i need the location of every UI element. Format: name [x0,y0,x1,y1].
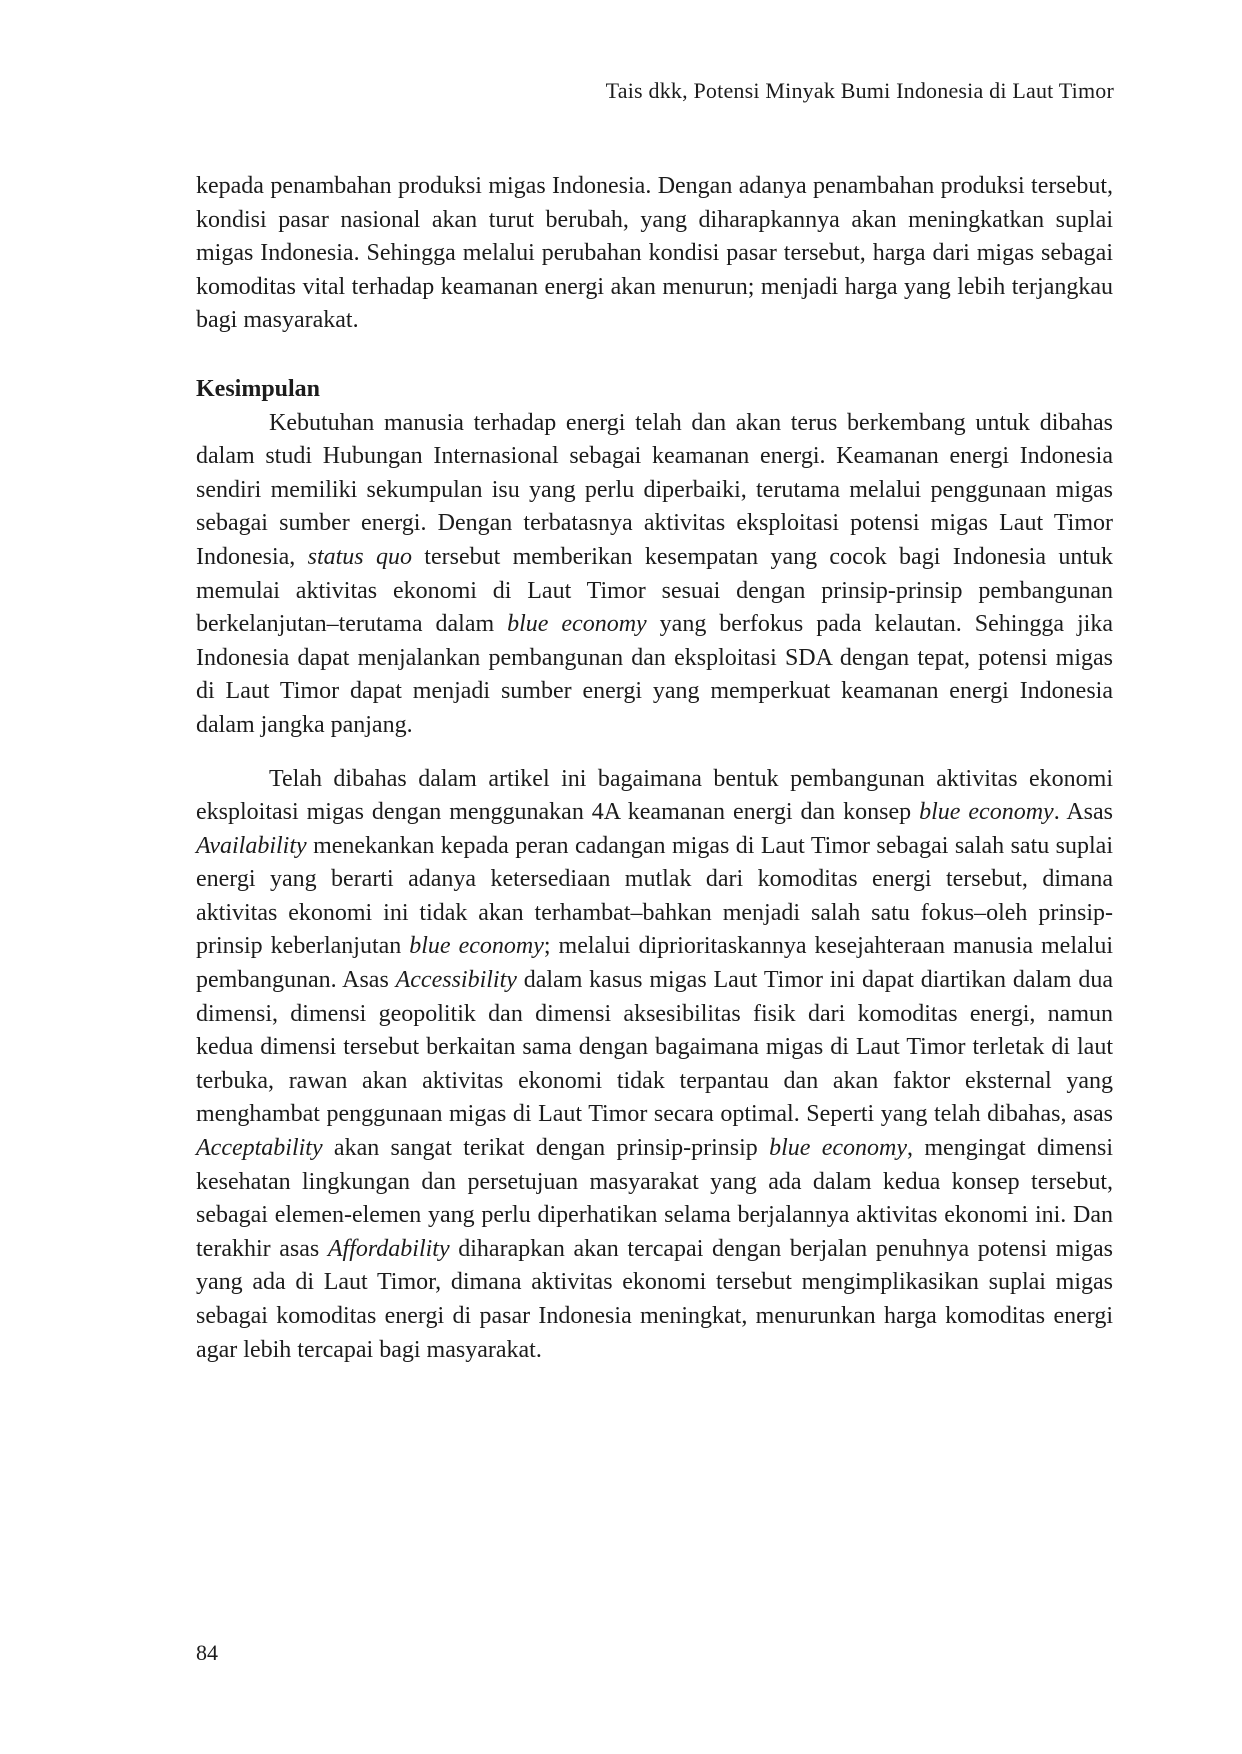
italic-term: Accessibility [395,967,517,994]
main-text [196,170,1113,1367]
paragraph-1: kepada penambahan produksi migas Indonesia. Dengan adanya penambahan produksi tersebut, kondisi pasar nasional akan turut berubah, yang diharapkannya akan meningkatkan suplai migas Indonesia. Sehingga melalui perubahan kondisi pasar tersebut, harga dari migas sebagai komoditas vital terhadap keamanan energi akan menurun; menjadi harga yang lebih terjangkau bagi masyarakat. [196,173,1113,334]
paragraph-2 [196,407,1113,743]
text-run: Kebutuhan manusia terhadap energi telah dan akan terus berkembang untuk dibahas dalam studi Hubungan Internasional sebagai keamanan energi. Keamanan energi Indonesia sendiri memiliki sekumpulan isu yang perlu diperbaiki, terutama melalui penggunaan migas sebagai sumber energi. Dengan terbatasnya aktivitas eksploitasi potensi migas Laut Timor Indonesia, [196,409,1113,570]
italic-term: blue economy [769,1135,908,1162]
italic-term: blue economy [919,799,1054,826]
page-number: 84 [196,1640,218,1665]
text-run: Telah dibahas dalam artikel ini bagaimana bentuk pembangunan aktivitas ekonomi eksploitasi migas dengan menggunakan 4A keamanan energi dan konsep [196,765,1113,826]
section-heading-kesimpulan: Kesimpulan [196,375,321,402]
paragraph-3 [196,763,1113,1368]
text-run: ; melalui diprioritaskannya kesejahteraan manusia melalui pembangunan. Asas [196,933,1113,994]
running-header: Tais dkk, Potensi Minyak Bumi Indonesia di Laut Timor [605,78,1114,103]
italic-term: Acceptability [196,1135,323,1162]
text-run: menekankan kepada peran cadangan migas di Laut Timor sebagai salah satu suplai energi yang berarti adanya ketersediaan mutlak dari komoditas energi tersebut, dimana aktivitas ekonomi ini tidak akan terhambat–bahkan menjadi salah satu fokus–oleh prinsip-prinsip keberlanjutan [196,832,1113,960]
text-run: yang berfokus pada kelautan. Sehingga jika Indonesia dapat menjalankan pembangunan dan eksploitasi SDA dengan tepat, potensi migas di Laut Timor dapat menjadi sumber energi yang memperkuat keamanan energi Indonesia dalam jangka panjang. [196,611,1113,738]
italic-term: status quo [307,543,412,570]
text-run: dalam kasus migas Laut Timor ini dapat diartikan dalam dua dimensi, dimensi geopolitik dan dimensi aksesibilitas fisik dari komoditas energi, namun kedua dimensi tersebut berkaitan sama dengan bagaimana migas di Laut Timor terletak di laut terbuka, rawan akan aktivitas ekonomi tidak terpantau dan akan faktor eksternal yang menghambat penggunaan migas di Laut Timor secara optimal. Seperti yang telah dibahas, asas [196,967,1113,1128]
italic-term: blue economy [409,933,544,960]
italic-term: blue economy [507,611,647,638]
italic-term: Availability [196,832,307,859]
italic-term: Affordability [327,1235,450,1262]
text-run: , mengingat dimensi kesehatan lingkungan dan persetujuan masyarakat yang ada dalam kedua konsep tersebut, sebagai elemen-elemen yang perlu diperhatikan selama berjalannya aktivitas ekonomi ini. Dan terakhir asas [196,1135,1113,1262]
text-run: akan sangat terikat dengan prinsip-prinsip [322,1135,770,1162]
text-run: diharapkan akan tercapai dengan berjalan penuhnya potensi migas yang ada di Laut Timor, dimana aktivitas ekonomi tersebut mengimplikasikan suplai migas sebagai komoditas energi di pasar Indonesia meningkat, menurunkan harga komoditas energi agar lebih tercapai bagi masyarakat. [196,1235,1114,1363]
text-run: tersebut memberikan kesempatan yang cocok bagi Indonesia untuk memulai aktivitas ekonomi di Laut Timor sesuai dengan prinsip-prinsip pembangunan berkelanjutan–terutama dalam [196,543,1113,638]
text-run: . Asas [1053,799,1114,826]
